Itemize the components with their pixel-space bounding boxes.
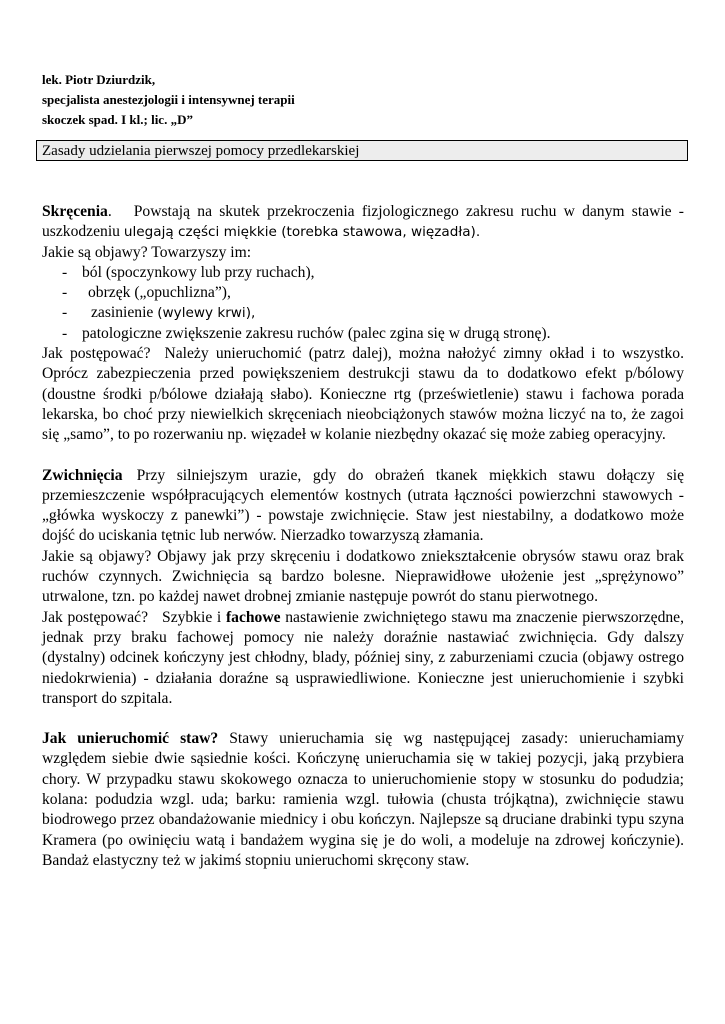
dislocations-howto-paragraph bbox=[42, 608, 684, 709]
dislocations-intro-paragraph bbox=[42, 466, 684, 547]
symptom-bruising-detail: (wylewy krwi), bbox=[157, 305, 256, 322]
author-specialty: specjalista anestezjologii i intensywnej terapii bbox=[42, 92, 295, 107]
dislocations-howto-question: Jak postępować? bbox=[42, 608, 149, 626]
author-name: lek. Piotr Dziurdzik, bbox=[42, 72, 156, 87]
list-dash: - bbox=[62, 263, 68, 281]
author-block bbox=[42, 70, 295, 130]
sprains-howto-text: Należy unieruchomić (patrz dalej), można nałożyć zimny okład i to wszystko. Oprócz zabezpieczenia przed powiększeniem destrukcji stawu da to dodatkowo efekt p/bólowy (doustne środki p/bólowe działają słabo). Konieczne rtg (prześwietlenie) stawu i fachowa porada lekarska, bo choć przy niewielkich skręceniach nieobciążonych stawów można liczyć na to, że zagoi się „samo”, to po rozerwaniu np. więzadeł w kolanie niezbędny okazać się może zabieg operacyjny. bbox=[42, 345, 684, 444]
dislocations-symptoms-paragraph: Jakie są objawy? Objawy jak przy skręceniu i dodatkowo zniekształcenie obrysów stawu oraz brak ruchów czynnych. Zwichnięcia są bardzo bolesne. Nieprawidłowe ułożenie jest „sprężynowo” utrwalone, tzn. po każdej nawet drobnej zmianie następuje powrót do stanu pierwotnego. bbox=[42, 547, 684, 606]
sprains-intro-text-sans: ulegają części miękkie (torebka stawowa, więzadła). bbox=[123, 224, 481, 241]
sprains-heading: Skręcenia bbox=[42, 203, 108, 220]
sprains-symptoms-list bbox=[42, 263, 684, 344]
title-box bbox=[36, 140, 688, 161]
dislocations-howto-text-a: Szybkie i bbox=[162, 608, 222, 626]
sprains-howto-question: Jak postępować? bbox=[42, 345, 151, 363]
immobilize-heading: Jak unieruchomić staw? bbox=[42, 730, 219, 748]
list-dash: - bbox=[62, 324, 68, 342]
list-item bbox=[42, 324, 684, 344]
sprains-intro-paragraph bbox=[42, 202, 684, 243]
sprains-howto-paragraph bbox=[42, 344, 684, 445]
list-item bbox=[42, 263, 684, 283]
symptom-swelling: obrzęk („opuchlizna”), bbox=[88, 284, 231, 302]
dislocations-howto-emphasis: fachowe bbox=[225, 608, 281, 626]
sprains-symptoms-question: Jakie są objawy? Towarzyszy im: bbox=[42, 243, 252, 261]
author-parachute-license: skoczek spad. I kl.; lic. „D” bbox=[42, 112, 193, 127]
dislocations-heading: Zwichnięcia bbox=[42, 466, 123, 484]
immobilize-text: Stawy unieruchamia się wg następującej zasady: unieruchamiamy względem siebie dwie sąsiednie kości. Kończynę unieruchamia się w takiej pozycji, jaką przybiera chory. W przypadku stawu skokowego oznacza to unieruchomienie stopy w stosunku do podudzia; kolana: podudzia wzgl. uda; barku: ramienia wzgl. tułowia (chusta trójkątna), zwichnięcie stawu biodrowego przez obandażowanie miednicy i obu kończyn. Najlepsze są druciane drabinki typu szyna Kramera (po owinięciu watą i bandażem wygina się je do woli, a modeluje na zdrowej kończynie). Bandaż elastyczny też w jakimś stopniu unieruchomi skręcony staw. bbox=[42, 730, 684, 869]
dislocations-intro-text: Przy silniejszym urazie, gdy do obrażeń tkanek miękkich stawu dołączy się przemieszczenie współpracujących elementów kostnych (utrata łączności powierzchni stawowych - „główka wyskoczy z panewki”) - powstaje zwichnięcie. Staw jest niestabilny, a dodatkowo może dojść do uciskania tętnic lub nerwów. Nierzadko towarzyszą złamania. bbox=[42, 466, 684, 545]
symptom-range-of-motion: patologiczne zwiększenie zakresu ruchów (palec zgina się w drugą stronę). bbox=[82, 324, 551, 342]
list-dash: - bbox=[62, 284, 68, 302]
symptom-pain: ból (spoczynkowy lub przy ruchach), bbox=[82, 263, 315, 281]
immobilize-paragraph bbox=[42, 729, 684, 871]
dislocations-howto-text-b: nastawienie zwichniętego stawu ma znaczenie pierwszorzędne, jednak przy braku fachowej pomocy nie należy doraźnie nastawiać zwichnięcia. Gdy dalszy (dystalny) odcinek kończyny jest chłodny, blady, później siny, z zaburzeniami czucia (objawy ostrego niedokrwienia) - działania doraźne są usprawiedliwione. Konieczne jest unieruchomienie i szybki transport do szpitala. bbox=[42, 608, 684, 707]
list-dash: - bbox=[62, 304, 68, 322]
symptom-bruising: zasinienie bbox=[91, 304, 158, 322]
document-body bbox=[42, 202, 684, 871]
sprains-heading-period: . bbox=[107, 203, 112, 220]
list-item bbox=[42, 283, 684, 303]
document-title: Zasady udzielania pierwszej pomocy przedlekarskiej bbox=[42, 143, 360, 159]
list-item bbox=[42, 303, 684, 323]
sprains-intro-text: Powstają na skutek przekroczenia fizjologicznego zakresu ruchu w danym stawie - uszkodzeniu bbox=[42, 203, 684, 241]
